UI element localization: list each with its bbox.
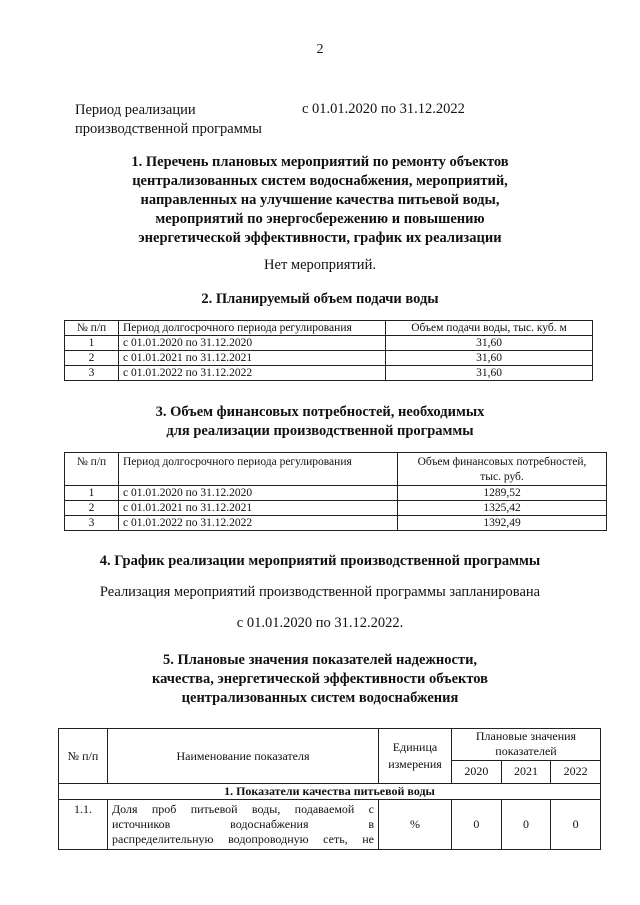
financial-needs-table: [64, 452, 607, 531]
section3-title: [0, 403, 640, 441]
header-period: Период долгосрочного периода регулирования: [119, 321, 386, 336]
cell-period: с 01.01.2022 по 31.12.2022: [119, 516, 398, 531]
cell-volume: 31,60: [386, 366, 593, 381]
water-supply-table: [64, 320, 593, 381]
indicator-name-line: распределительную водопроводную сеть, не: [112, 832, 374, 846]
section1-title-line: мероприятий по энергосбережению и повышению: [155, 211, 485, 227]
section1-title: [0, 153, 640, 248]
header-planned-values: [452, 729, 601, 761]
period-value: с 01.01.2020 по 31.12.2022: [302, 101, 465, 117]
cell-value-2022: 0: [551, 800, 601, 850]
section5-title-line: 5. Плановые значения показателей надежности,: [162, 652, 478, 668]
cell-period: с 01.01.2021 по 31.12.2021: [119, 351, 386, 366]
header-indicator-name: Наименование показателя: [108, 729, 379, 784]
table-header-row: [65, 321, 593, 336]
indicator-name-line: источников водоснабжения в: [112, 817, 374, 831]
section1-note: Нет мероприятий.: [264, 257, 376, 273]
cell-num: 2: [65, 501, 119, 516]
header-finance: [398, 453, 607, 486]
section5-title-line: централизованных систем водоснабжения: [181, 690, 459, 706]
cell-finance: 1392,49: [398, 516, 607, 531]
section1-title-line: направленных на улучшение качества питьевой воды,: [140, 192, 500, 208]
indicator-name-line: Доля проб питьевой воды, подаваемой с: [112, 802, 374, 816]
header-year: 2020: [452, 760, 502, 783]
table-row: [65, 516, 607, 531]
header-planned-line1: Плановые значения: [475, 729, 577, 744]
period-label: [75, 101, 295, 139]
cell-unit: %: [379, 800, 452, 850]
table-row: [65, 501, 607, 516]
header-num: № п/п: [65, 321, 119, 336]
period-label-line1: Период реализации: [75, 102, 196, 118]
table-header-row: [59, 729, 601, 761]
section5-title: [0, 651, 640, 708]
table-row: [65, 366, 593, 381]
header-volume: Объем подачи воды, тыс. куб. м: [386, 321, 593, 336]
header-period: Период долгосрочного периода регулирования: [119, 453, 398, 486]
section4-text-line2: с 01.01.2020 по 31.12.2022.: [236, 615, 404, 631]
section2-title: 2. Планируемый объем подачи воды: [201, 291, 439, 307]
indicators-table: [58, 728, 601, 850]
cell-volume: 31,60: [386, 336, 593, 351]
cell-num: 2: [65, 351, 119, 366]
section5-title-line: качества, энергетической эффективности объектов: [151, 671, 489, 687]
period-label-line2: производственной программы: [75, 121, 262, 137]
section1-title-line: энергетической эффективности, график их реализации: [138, 230, 502, 246]
table-row: [65, 336, 593, 351]
header-finance-line2: тыс. руб.: [480, 471, 524, 483]
cell-period: с 01.01.2022 по 31.12.2022: [119, 366, 386, 381]
header-finance-line1: Объем финансовых потребностей,: [417, 456, 587, 468]
cell-period: с 01.01.2020 по 31.12.2020: [119, 486, 398, 501]
table-header-row: [65, 453, 607, 486]
cell-num: 3: [65, 366, 119, 381]
table-row: [65, 351, 593, 366]
table-row: [59, 800, 601, 850]
cell-num: 1.1.: [59, 800, 108, 850]
page-number: 2: [316, 42, 324, 57]
section4-text-line1: Реализация мероприятий производственной программы запланирована: [99, 584, 541, 600]
table-group-row: [59, 784, 601, 800]
cell-value-2021: 0: [501, 800, 551, 850]
section4-title: 4. График реализации мероприятий производственной программы: [99, 553, 541, 569]
section3-title-line: для реализации производственной программы: [166, 423, 474, 439]
header-year: 2021: [501, 760, 551, 783]
cell-num: 1: [65, 336, 119, 351]
cell-period: с 01.01.2021 по 31.12.2021: [119, 501, 398, 516]
header-num: № п/п: [65, 453, 119, 486]
group-title: 1. Показатели качества питьевой воды: [59, 784, 601, 800]
cell-finance: 1289,52: [398, 486, 607, 501]
section1-title-line: 1. Перечень плановых мероприятий по ремонту объектов: [131, 154, 509, 170]
header-unit: [379, 729, 452, 784]
cell-indicator-name: [108, 800, 379, 850]
header-num: № п/п: [59, 729, 108, 784]
cell-num: 3: [65, 516, 119, 531]
header-planned-line2: показателей: [495, 744, 557, 759]
cell-finance: 1325,42: [398, 501, 607, 516]
header-unit-line1: Единица: [392, 740, 438, 754]
table-row: [65, 486, 607, 501]
section3-title-line: 3. Объем финансовых потребностей, необходимых: [155, 404, 485, 420]
cell-volume: 31,60: [386, 351, 593, 366]
cell-period: с 01.01.2020 по 31.12.2020: [119, 336, 386, 351]
header-year: 2022: [551, 760, 601, 783]
cell-num: 1: [65, 486, 119, 501]
cell-value-2020: 0: [452, 800, 502, 850]
header-unit-line2: измерения: [388, 757, 442, 771]
section1-title-line: централизованных систем водоснабжения, мероприятий,: [132, 173, 508, 189]
